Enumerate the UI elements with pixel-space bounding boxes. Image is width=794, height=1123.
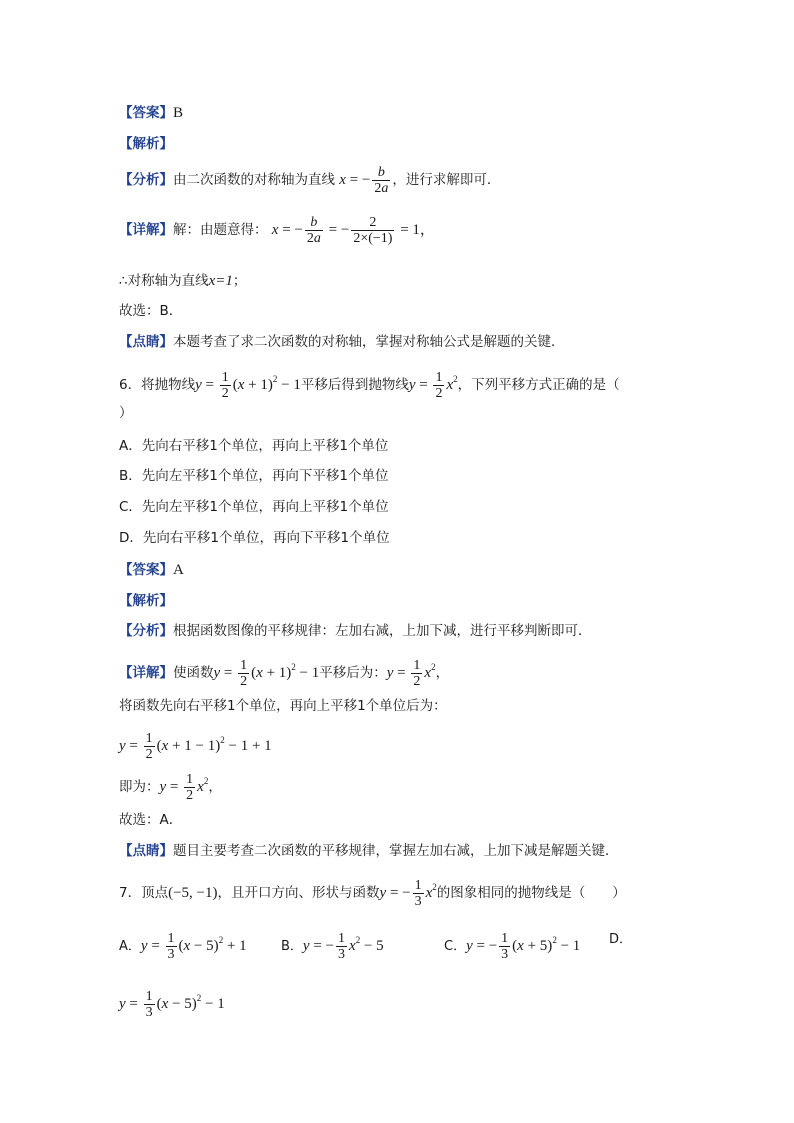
q5-analysis-tag xyxy=(119,135,173,153)
q6-xiangjie-line: 【详解】使函数y = $\frac{1}{2}$ $(x + 1)^2 - 1$平移后为：y = $\frac{1}{2}$ $x^2$， xyxy=(119,657,450,689)
answer-tag: 【答案】 xyxy=(119,105,173,121)
q7-option-c: C．y = − $\frac{1}{3}$ $(x + 5)^2 - 1$ xyxy=(444,931,581,962)
vertex-point: (−5, −1) xyxy=(168,885,218,901)
q6-analysis-tag xyxy=(119,592,173,610)
dianjing-tag: 【点睛】 xyxy=(119,843,173,859)
q5-xiangjie-line: 【详解】解：由题意得： x = − $\frac{b}{2a}$ = − $\frac{2}{2\times(-1)}$ = 1， xyxy=(119,214,435,246)
fraction-2-over-2x-1: $\frac{2}{2\times(-1)}$ xyxy=(353,214,393,246)
q7-stem-line: 7．顶点(−5, −1)，且开口方向、形状与函数y = − $\frac{1}{3}$ $x^2$的图象相同的抛物线是（ ） xyxy=(119,877,626,909)
q6-option-d: D．先向右平移1个单位，再向下平移1个单位 xyxy=(119,530,390,546)
q7-option-d-label: D． xyxy=(609,932,633,947)
q6-fenxi-line xyxy=(119,622,592,640)
q6-stem-c: ，下列平移方式正确的是（ xyxy=(457,377,620,393)
answer-tag: 【答案】 xyxy=(119,562,173,578)
q6-option-a: A．先向右平移1个单位，再向上平移1个单位 xyxy=(119,438,389,454)
analysis-tag: 【解析】 xyxy=(119,136,173,152)
fraction-1-2: $\frac{1}{2}$ xyxy=(186,771,194,803)
q6-stem-line: 6．将抛物线y = $\frac{1}{2}$ $(x + 1)^2 - 1$平移后得到抛物线y = $\frac{1}{2}$ $x^2$，下列平移方式正确的是（ xyxy=(119,369,620,401)
q6-option-c: C．先向左平移1个单位，再向上平移1个单位 xyxy=(119,499,389,515)
fraction-1-2: $\frac{1}{2}$ xyxy=(145,730,153,762)
fraction-1-3: $\frac{1}{3}$ xyxy=(414,877,422,909)
xiangjie-tag: 【详解】 xyxy=(119,665,173,681)
answer-value: B xyxy=(173,105,184,121)
fraction-1-2: $\frac{1}{2}$ xyxy=(221,369,229,401)
fraction-1-2: $\frac{1}{2}$ xyxy=(435,369,443,401)
formula-axis: x xyxy=(339,172,346,188)
fenxi-text: 根据函数图像的平移规律：左加右减，上加下减，进行平移判断即可． xyxy=(173,623,592,639)
fenxi-text: 由二次函数的对称轴为直线 xyxy=(173,172,335,188)
xiangjie-tag: 【详解】 xyxy=(119,222,173,238)
q6-step-formula: y = $\frac{1}{2}$ $(x + 1 - 1)^2 - 1 + 1$ xyxy=(119,730,272,762)
result-text: ∴对称轴为直线 xyxy=(119,273,209,289)
q7-options-row xyxy=(119,922,639,962)
answer-value: A xyxy=(173,562,184,578)
q6-option-b: B．先向左平移1个单位，再向下平移1个单位 xyxy=(119,468,389,484)
fenxi-tag: 【分析】 xyxy=(119,172,173,188)
q5-fenxi-line: 【分析】由二次函数的对称轴为直线 x = − $\frac{b}{2a}$ ，进行求解即可． xyxy=(119,164,501,196)
q5-dianjing-line xyxy=(119,333,565,351)
q6-stem-close: ） xyxy=(119,405,133,421)
q6-dianjing-line: 【点睛】题目主要考查二次函数的平移规律，掌握左加右减，上加下减是解题关键． xyxy=(119,843,619,859)
q6-stem-a: 6．将抛物线 xyxy=(119,377,196,393)
q7-option-b: B．y = − $\frac{1}{3}$ $x^2 - 5$ xyxy=(281,931,384,962)
fraction-b-2a: $\frac{b}{2a}$ xyxy=(306,214,321,246)
fenxi-tag: 【分析】 xyxy=(119,623,173,639)
q5-result-line: ∴对称轴为直线x=1； xyxy=(119,273,247,289)
dianjing-tag: 【点睛】 xyxy=(119,334,173,350)
xiangjie-text: 解：由题意得： xyxy=(173,222,268,238)
q6-stem-b: 平移后得到抛物线 xyxy=(300,377,409,393)
q6-jiwei-line: 即为：y = $\frac{1}{2}$ $x^2$， xyxy=(119,771,222,803)
q6-answer-line xyxy=(119,561,184,579)
analysis-tag: 【解析】 xyxy=(119,593,173,609)
q5-answer-line xyxy=(119,104,183,122)
q6-step-line: 将函数先向右平移1个单位，再向上平移1个单位后为： xyxy=(119,698,447,714)
fraction-1-2: $\frac{1}{2}$ xyxy=(413,657,421,689)
q7-option-d: y = $\frac{1}{3}$ $(x - 5)^2 - 1$ xyxy=(119,988,225,1020)
fraction-b-2a: $\frac{b}{2a}$ xyxy=(374,164,389,196)
fraction-1-2: $\frac{1}{2}$ xyxy=(240,657,248,689)
fenxi-end: ，进行求解即可． xyxy=(392,172,501,188)
dianjing-text: 本题考查了求二次函数的对称轴，掌握对称轴公式是解题的关键． xyxy=(173,334,565,350)
result-eq: x=1 xyxy=(208,273,233,289)
q6-choice: 故选：A． xyxy=(119,812,183,828)
q5-choice: 故选：B． xyxy=(119,303,183,319)
q7-option-a: A．y = $\frac{1}{3}$ $(x - 5)^2 + 1$ xyxy=(119,931,247,962)
